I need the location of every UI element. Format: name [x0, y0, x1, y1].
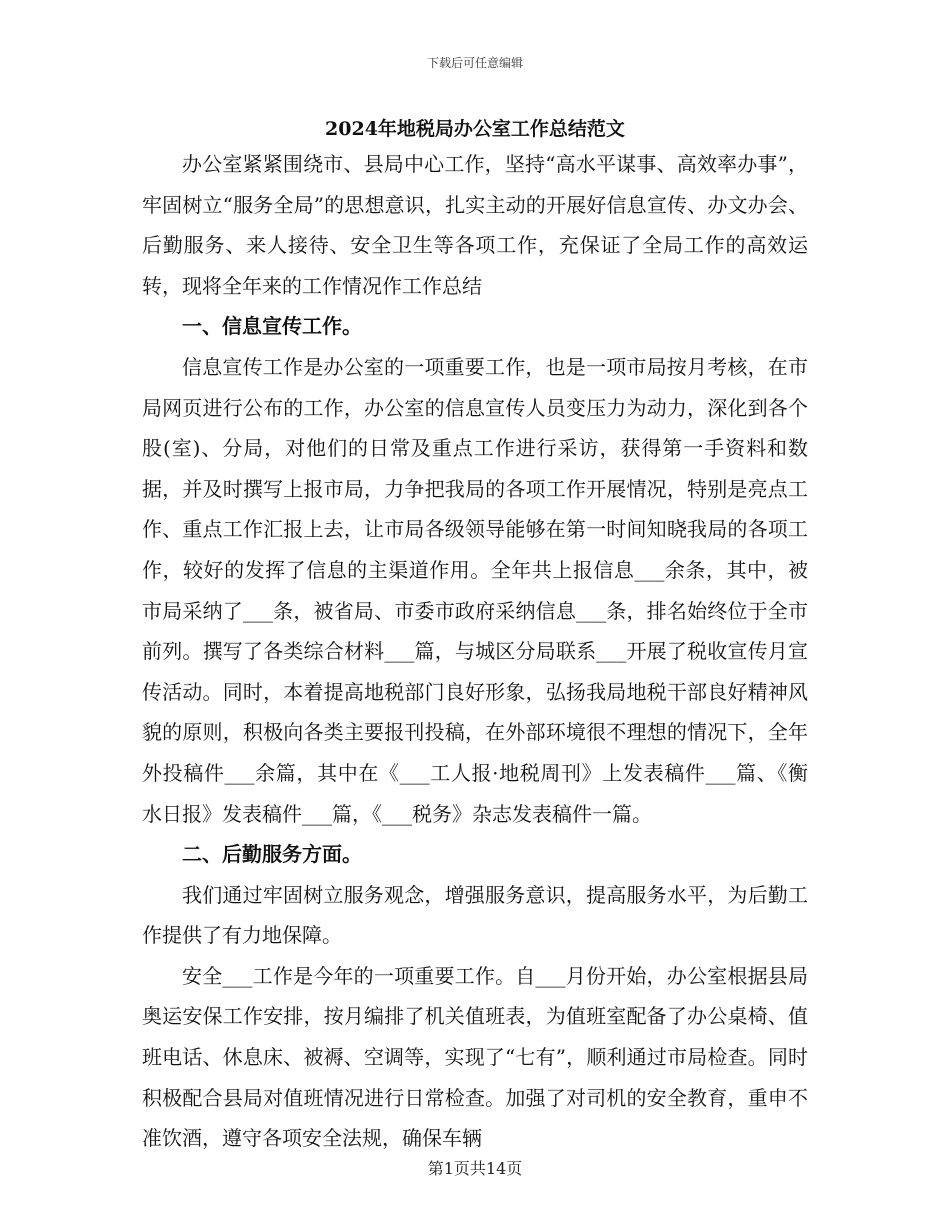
security-paragraph: 安全___工作是今年的一项重要工作。自___月份开始，办公室根据县局奥运安保工作安排，按月编排了机关值班表，为值班室配备了办公桌椅、值班电话、休息床、被褥、空调等，实现了“七有”，顺利通过市局检查。同时积极配合县局对值班情况进行日常检查。加强了对司机的安全教育，重申不准饮酒，遵守各项安全法规，确保车辆: [142, 963, 808, 1151]
intro-paragraph: 办公室紧紧围绕市、县局中心工作，坚持“高水平谋事、高效率办事”，牢固树立“服务全局”的思想意识，扎实主动的开展好信息宣传、办文办会、后勤服务、来人接待、安全卫生等各项工作，充保证了全局工作的高效运转，现将全年来的工作情况作工作总结: [142, 152, 808, 298]
info-publicity-paragraph: 信息宣传工作是办公室的一项重要工作，也是一项市局按月考核，在市局网页进行公布的工作，办公室的信息宣传人员变压力为动力，深化到各个股(室)、分局，对他们的日常及重点工作进行采访，获得第一手资料和数据，并及时撰写上报市局，力争把我局的各项工作开展情况，特别是亮点工作、重点工作汇报上去，让市局各级领导能够在第一时间知晓我局的各项工作，较好的发挥了信息的主渠道作用。全年共上报信息___余条，其中，被市局采纳了___条，被省局、市委市政府采纳信息___条，排名始终位于全市前列。撰写了各类综合材料___篇，与城区分局联系___开展了税收宣传月宣传活动。同时，本着提高地税部门良好形象，弘扬我局地税干部良好精神风貌的原则，积极向各类主要报刊投稿，在外部环境很不理想的情况下，全年外投稿件___余篇，其中在《___工人报·地税周刊》上发表稿件___篇、《衡水日报》发表稿件___篇，《___税务》杂志发表稿件一篇。: [142, 354, 808, 826]
page-number: 第1页共14页: [427, 1159, 523, 1178]
document-title: 2024年地税局办公室工作总结范文: [325, 118, 625, 140]
header-note: 下载后可任意编辑: [426, 56, 523, 70]
logistics-paragraph: 我们通过牢固树立服务观念，增强服务意识，提高服务水平，为后勤工作提供了有力地保障。: [142, 882, 808, 948]
section-heading-info-publicity: 一、信息宣传工作。: [182, 314, 362, 339]
section-heading-logistics: 二、后勤服务方面。: [182, 842, 362, 867]
document-body: [142, 144, 808, 1159]
